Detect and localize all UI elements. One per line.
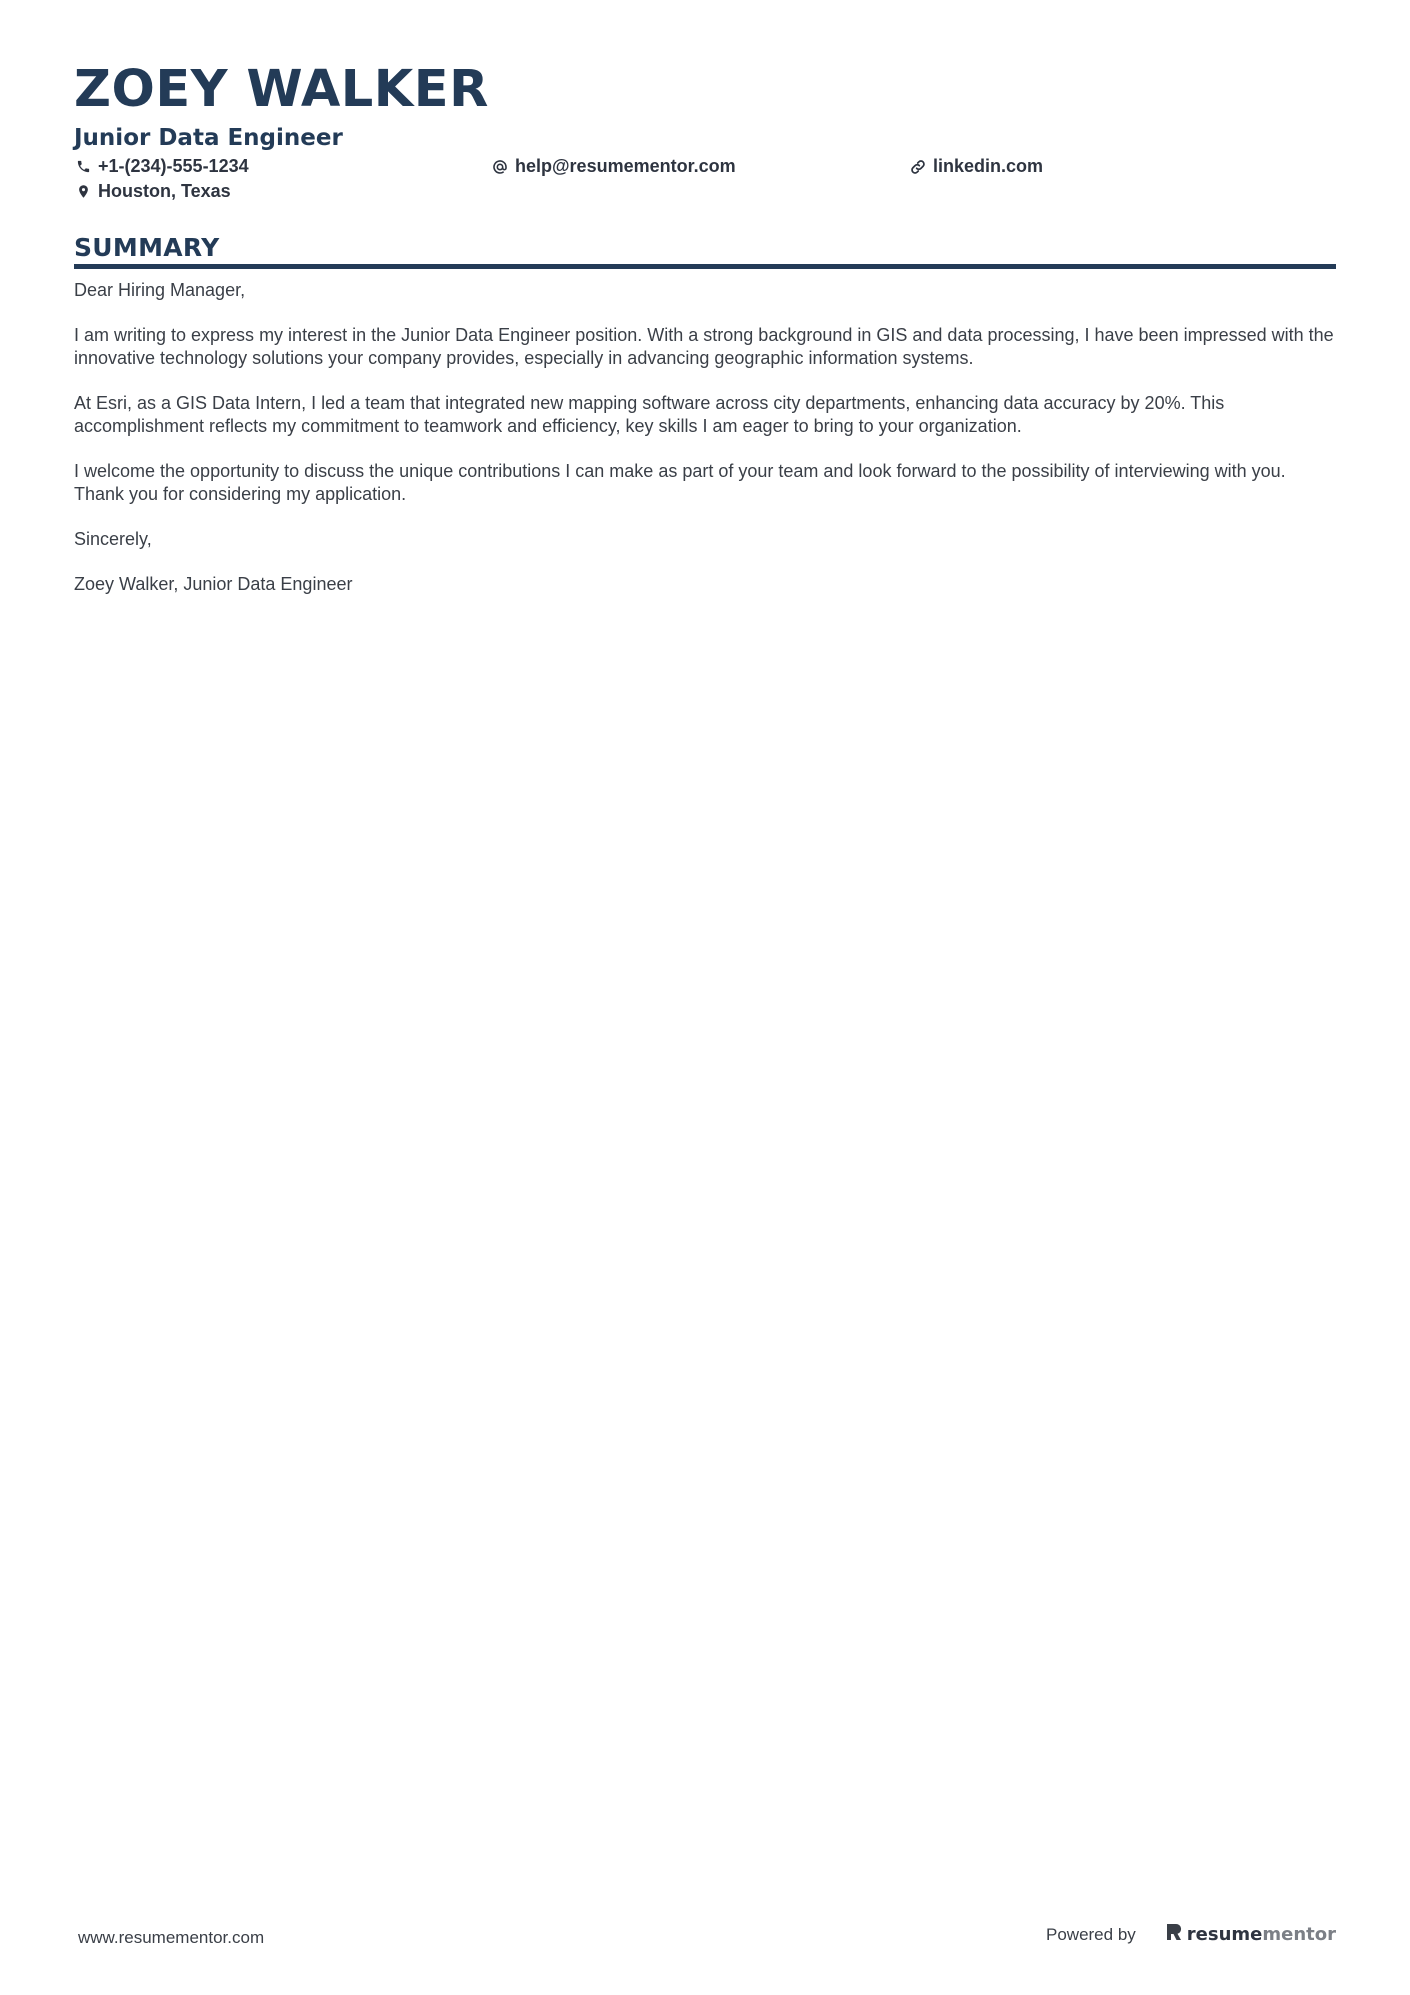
location-text: Houston, Texas bbox=[98, 181, 231, 201]
job-title: Junior Data Engineer bbox=[74, 125, 343, 151]
section-title-summary: SUMMARY bbox=[74, 233, 220, 262]
phone-text: +1-(234)-555-1234 bbox=[98, 156, 249, 176]
letter-signature: Zoey Walker, Junior Data Engineer bbox=[74, 574, 353, 594]
footer-branding bbox=[1046, 1922, 1336, 1947]
letter-paragraph: I am writing to express my interest in the Junior Data Engineer position. With a strong background in GIS and data processing, I have been impressed with the innovative technology solutions your company provides, especially in advancing geographic information systems. bbox=[74, 325, 1334, 368]
brand-logo[interactable] bbox=[1166, 1922, 1336, 1947]
section-divider bbox=[74, 264, 1336, 269]
brand-text-mentor: mentor bbox=[1262, 1924, 1336, 1945]
email-text[interactable]: help@resumementor.com bbox=[515, 156, 736, 176]
contact-phone bbox=[74, 156, 249, 177]
brand-text-resume: resume bbox=[1186, 1924, 1263, 1945]
letter-paragraph: At Esri, as a GIS Data Intern, I led a team that integrated new mapping software across city departments, enhancing data accuracy by 20%. This accomplishment reflects my commitment to teamwork and efficiency, key skills I am eager to bring to your organization. bbox=[74, 393, 1225, 436]
at-icon bbox=[491, 158, 509, 176]
location-pin-icon bbox=[74, 183, 92, 201]
letter-paragraph: I welcome the opportunity to discuss the unique contributions I can make as part of your team and look forward to the possibility of interviewing with you. Thank you for considering my application. bbox=[74, 461, 1286, 504]
header bbox=[74, 58, 1336, 206]
phone-icon bbox=[74, 158, 92, 176]
letter-closing: Sincerely, bbox=[74, 529, 152, 549]
letter-body bbox=[74, 279, 1336, 618]
footer-website[interactable]: www.resumementor.com bbox=[78, 1928, 265, 1947]
brand-mark-icon bbox=[1166, 1922, 1182, 1947]
contact-link[interactable] bbox=[909, 156, 1043, 177]
contact-location bbox=[74, 181, 231, 202]
letter-greeting: Dear Hiring Manager, bbox=[74, 280, 246, 300]
contact-email[interactable] bbox=[491, 156, 736, 177]
link-text[interactable]: linkedin.com bbox=[933, 156, 1044, 176]
powered-by-text: Powered by bbox=[1046, 1924, 1136, 1944]
link-icon bbox=[909, 158, 927, 176]
contact-info bbox=[74, 156, 1336, 206]
candidate-name: ZOEY WALKER bbox=[74, 60, 489, 119]
